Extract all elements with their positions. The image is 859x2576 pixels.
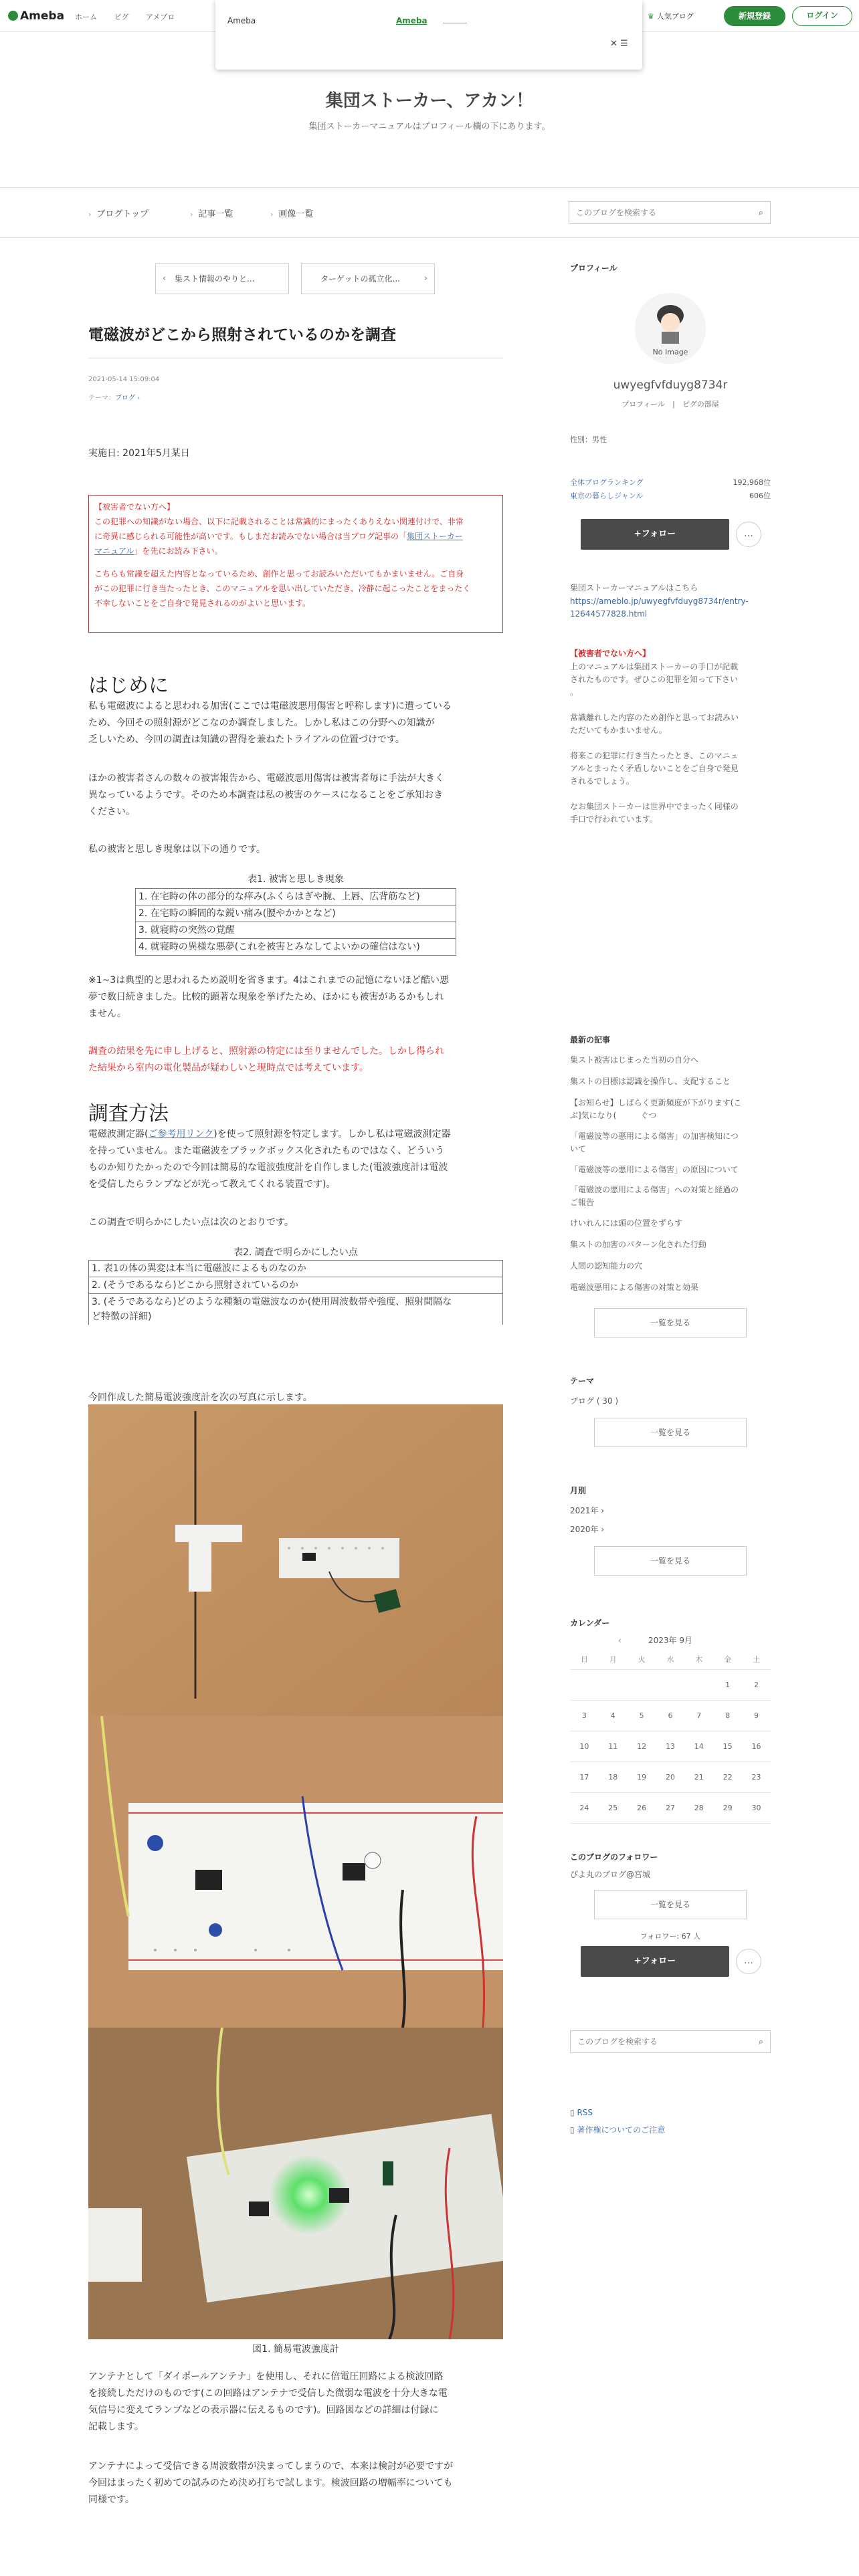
manual-link-2[interactable]: マニュアル [94,546,134,556]
nav-blog-top[interactable]: › ブログトップ [88,209,149,219]
recent-heading: 最新の記事 [570,1035,611,1045]
photo-intro: 今回作成した簡易電波強度計を次の写真に示します。 [88,1392,312,1403]
chevron-left-icon: ‹ [163,274,167,284]
notice-text: 上のマニュアルは集団ストーカーの手口が記載 されたものです。ぜひこの犯罪を知って下さい 。 常識離れした内容のため創作と思ってお読みい ただいてもかまいません。 将来この犯罪に行き当たったとき、このマニュ アルとまったく矛盾しないことをご自身で発見 されるでしょう。 なお集団ストーカーは世界中でまったく同様の 手口で行われています。 [570,662,739,824]
note-1: ※1~3は典型的と思われるため説明を省きます。4はこれまでの記憶にないほど酷い悪 夢で数日続きました。比較的顕著な現象を挙げたため、ほかにも被害があるかもしれ ません。 [88,975,450,1019]
search-icon[interactable]: ⌕ [758,2037,763,2047]
profile-link[interactable]: プロフィール [622,400,666,409]
table1 [135,888,456,956]
popular-blog-link[interactable]: ♛ 人気ブログ [648,12,694,21]
global-nav [75,11,189,22]
article-date: 2021-05-14 15:09:04 [88,376,160,383]
warning-box: 【被害者でない方へ】 この犯罪への知識がない場合、以下に記載されることは常識的にまったくありえない関連付けで、非常 に奇異に感じられる可能性が高いです。もしまだお読みでない場合は当ブログ記事の「集団ストーカー マニュアル」を先にお読み下さい。 こちらも常識を超えた内容となっているため、創作と思ってお読みいただいてもかまいません。ご自身 がこの犯罪に行き当たったとき、このマニュアルを思い出していただき、冷静に起こったことをまったく 不幸しないことをご自身で発見されるのがよいと思います。 [88,495,503,633]
crown-icon: ♛ [648,12,654,21]
global-nav-pig[interactable]: ピグ [114,13,129,21]
profile-name[interactable]: uwyegfvfduyg8734r [613,379,728,392]
recent-item[interactable]: 人間の認知能力の穴 [570,1261,643,1271]
followers-see-more-button[interactable]: 一覧を見る [594,1890,747,1919]
article-theme: テーマ：ブログ › [88,395,140,402]
next-article-button[interactable]: ターゲットの孤立化... › [301,263,435,294]
calendar [570,1649,771,1824]
global-nav-ameblo[interactable]: アメブロ [146,13,175,21]
profile-heading: プロフィール [570,263,617,273]
theme-see-more-button[interactable]: 一覧を見る [594,1418,747,1447]
pig-room-link[interactable]: ピグの部屋 [682,400,719,409]
recent-item[interactable]: 「電磁波等の悪用による傷害」の原因について [570,1165,739,1174]
table2 [88,1260,503,1325]
rss-link[interactable]: ▯ RSS [570,2108,593,2117]
manual-link[interactable]: 集団ストーカー [407,532,463,541]
recent-item[interactable]: 電磁波悪用による傷害の対策と効果 [570,1283,699,1292]
intro-paragraph-2: ほかの被害者さんの数々の被害報告から、電磁波悪用傷害は被害者毎に手法が大きく 異なっているようです。そのため本調査は私の被害のケースになることをご承知おき ください。 [88,773,444,817]
table-row: 3. 就寝時の突然の覚醒 [136,922,456,939]
monthly-see-more-button[interactable]: 一覧を見る [594,1546,747,1576]
blog-description: 集団ストーカーマニュアルはプロフィール欄の下にあります。 [308,122,551,132]
prev-article-button[interactable]: ‹ 集スト情報のやりと... [155,263,289,294]
recent-item[interactable]: けいれんには頭の位置をずらす [570,1218,683,1228]
document-icon: ▯ [570,2125,575,2135]
calendar-weekdays: 日 月 火 水 木 金 土 [570,1649,771,1669]
sidebar-search-input[interactable] [571,2031,745,2052]
intro-paragraph-3: 私の被害と思しき現象は以下の通りです。 [88,844,266,855]
chevron-left-icon[interactable]: ‹ [618,1636,622,1645]
login-button[interactable]: ログイン [792,6,852,26]
photo-led-lit[interactable] [88,2028,503,2339]
register-button[interactable]: 新規登録 [724,6,785,26]
notice-heading: 【被害者でない方へ】 [570,649,651,658]
ad-close-button[interactable]: ✕ ☰ [610,39,628,49]
chevron-right-icon: › [270,210,274,219]
calendar-week: 3 4 5 6 7 8 9 [570,1700,771,1731]
more-options-button[interactable]: … [736,522,761,547]
table-row: 2. 在宅時の瞬間的な鋭い痛み(腰やかかとなど) [136,905,456,922]
rss-icon: ▯ [570,2108,575,2117]
intro-paragraph-1: 私も電磁波によると思われる加害(ここでは電磁波悪用傷害と呼称します)に遭っている ため、今回その照射源がどこなのか調査しました。しかし私はこの分野への知識が 乏しいため、今回の調査は知識の習得を兼ねたトライアルの位置づけです。 [88,701,452,745]
method-paragraph-2: この調査で明らかにしたい点は次のとおりです。 [88,1217,294,1228]
figure1-caption: 図1. 簡易電波強度計 [252,2344,339,2355]
nav-image-list[interactable]: › 画像一覧 [270,209,314,219]
photo-breadboard[interactable] [88,1716,503,2028]
table2-caption: 表2. 調査で明らかにしたい点 [233,1247,358,1258]
followers-heading: このブログのフォロワー [570,1852,658,1862]
manual-text: 集団ストーカーマニュアルはこちら [570,583,698,593]
table-row: 1. 表1の体の異変は本当に電磁波によるものなのか [89,1261,503,1277]
calendar-title: ‹ 2023年 9月 [570,1634,771,1647]
monthly-heading: 月別 [570,1486,587,1495]
recent-item[interactable]: 集スト被害はじまった当初の自分へ [570,1055,699,1065]
table-row: 4. 就寝時の異様な悪夢(これを被害とみなしてよいかの確信はない) [136,939,456,956]
search-icon[interactable]: ⌕ [758,208,763,218]
photo-antenna[interactable] [88,1404,503,1716]
heading-intro: はじめに [88,674,169,697]
table-row: 2. (そうであるなら)どこから照射されているのか [89,1277,503,1294]
theme-link[interactable]: ブログ [115,395,135,402]
follow-button[interactable]: +フォロー [581,519,729,550]
sidebar-search [570,2030,771,2053]
ameba-logo-icon [8,11,18,21]
method-paragraph-1: 電磁波測定器(ご参考用リンク)を使って照射源を特定します。しかし私は電磁波測定器 を持っていません。また電磁波をブラックボックス化されたものではなく、どういう ものか知りたかったので今回は簡易的な電波強度計を自作しました(電波強度計は電波 を受信したらランプなどが光って教えてくれる装置です)。 [88,1129,451,1190]
antenna-paragraph: アンテナとして「ダイポールアンテナ」を使用し、それに倍電圧回路による検波回路 を接続しただけのものです(この回路はアンテナで受信した微弱な電波を十分大きな電 気信号に変えてランプなどの表示器に伝えるものです)。回路図などの詳細は付録に 記載します。 [88,2371,448,2432]
calendar-week: 24 25 26 27 28 29 30 [570,1792,771,1823]
heading-method: 調査方法 [88,1102,169,1125]
frequency-paragraph: アンテナによって受信できる周波数帯が決まってしまうので、本来は検討が必要ですが 今回はまったく初めての試みのため決め打ちで試します。検波回路の増幅率についても 同様です。 [88,2461,454,2505]
rank-overall[interactable]: 全体ブログランキング 192,968位 [570,478,771,487]
month-item[interactable]: 2020年 › [570,1525,605,1534]
blog-nav [0,187,859,238]
calendar-week: 1 2 [570,1669,771,1700]
recent-item[interactable]: 「電磁波等の悪用による傷害」の加害検知につ いて [570,1132,739,1154]
theme-item[interactable]: ブログ ( 30 ) [570,1396,619,1406]
more-options-button-bottom[interactable]: … [736,1949,761,1974]
manual-url[interactable]: https://ameblo.jp/uwyegfvfduyg8734r/entry- 12644577828.html [570,597,749,619]
month-item[interactable]: 2021年 › [570,1506,605,1515]
blog-title[interactable]: 集団ストーカー、アカン！ [325,91,534,111]
chevron-right-icon: › [423,274,427,284]
ad-label: Ameba [227,16,256,25]
profile-gender: 性別：男性 [570,435,607,444]
chevron-right-icon: › [190,210,193,219]
reference-link[interactable]: ご参考用リンク [148,1129,214,1140]
recent-see-more-button[interactable]: 一覧を見る [594,1308,747,1337]
recent-item[interactable]: 集ストの加害のパターン化された行動 [570,1240,706,1249]
theme-heading: テーマ [570,1376,595,1386]
calendar-week: 10 11 12 13 14 15 16 [570,1731,771,1761]
calendar-heading: カレンダー [570,1618,610,1628]
global-nav-home[interactable]: ホーム [75,13,97,21]
table-row: 1. 在宅時の体の部分的な痒み(ふくらはぎや腕、上唇、広背筋など) [136,889,456,905]
ad-popup [215,0,642,70]
table-row: 3. (そうであるなら)どのような種類の電磁波なのか(使用周波数帯や強度、照射間隔な ど特徴の詳細) [89,1294,503,1325]
ad-brand-link[interactable]: Ameba [396,16,427,25]
blog-search [569,201,771,224]
follower-item[interactable]: ぴよ丸のブログ@宮城 [570,1870,651,1879]
blog-search-input[interactable] [569,202,743,223]
profile-avatar[interactable] [635,293,706,364]
copyright-link[interactable]: ▯ 著作権についてのご注意 [570,2125,666,2135]
follow-button-bottom[interactable]: +フォロー [581,1946,729,1977]
red-note: 調査の結果を先に申し上げると、照射源の特定には至りませんでした。しかし得られ た結果から室内の電化製品が疑わしいと現時点では考えています。 [88,1046,444,1073]
no-image-label: No Image [652,348,688,356]
calendar-week: 17 18 19 20 21 22 23 [570,1761,771,1792]
recent-item[interactable]: 「電磁波の悪用による傷害」への対策と経過の ご報告 [570,1185,739,1207]
chevron-right-icon: › [88,210,92,219]
follower-count: フォロワー: 67 人 [640,1932,701,1941]
ameba-logo[interactable]: Ameba [8,9,64,23]
rank-genre[interactable]: 東京の暮らしジャンル 606位 [570,492,771,500]
profile-links: プロフィール | ピグの部屋 [622,400,719,409]
table1-caption: 表1. 被害と思しき現象 [248,874,344,885]
recent-item[interactable]: 【お知らせ】しばらく更新頻度が下がります(こ ぶ]気になり( ぐつ [570,1098,742,1120]
nav-article-list[interactable]: › 記事一覧 [190,209,233,219]
article-title[interactable]: 電磁波がどこから照射されているのかを調査 [88,322,503,358]
survey-date: 実施日: 2021年5月某日 [88,448,190,459]
recent-item[interactable]: 集ストの目標は認識を操作し、支配すること [570,1077,731,1086]
